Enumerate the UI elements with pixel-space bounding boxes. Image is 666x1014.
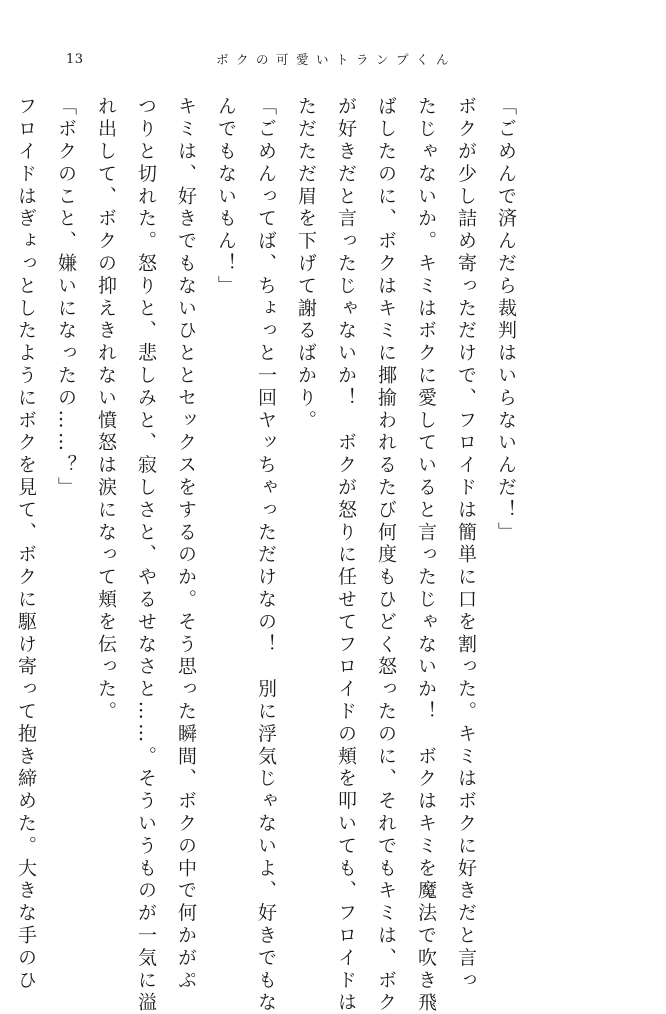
text-line: ボクが少し詰め寄っただけで、フロイドは簡単に口を割った。キミはボクに好きだと言っ [455, 96, 477, 992]
text-line: ただただ眉を下げて謝るばかり。 [295, 96, 317, 432]
text-line: ばしたのに、ボクはキミに揶揄われるたび何度もひどく怒ったのに、それでもキミは、ボク [375, 96, 397, 1014]
text-line: 「ボクのこと、嫌いになったの……？」 [55, 96, 77, 500]
text-line: 「ごめんで済んだら裁判はいらないんだ！」 [495, 96, 517, 544]
text-line: が好きだと言ったじゃないか！ ボクが怒りに任せてフロイドの頬を叩いても、フロイドは [335, 96, 357, 1014]
text-line: フロイドはぎょっとしたようにボクを見て、ボクに駆け寄って抱き締めた。大きな手のひ [15, 96, 37, 992]
text-line: たじゃないか。キミはボクに愛していると言ったじゃないか！ ボクはキミを魔法で吹き飛 [415, 96, 437, 1014]
text-line: キミは、好きでもないひととセックスをするのか。そう思った瞬間、ボクの中で何かがぷ [175, 96, 197, 992]
text-line: つりと切れた。怒りと、悲しみと、寂しさと、やるせなさと……。そういうものが一気に溢 [135, 96, 157, 1014]
text-line: れ出して、ボクの抑えきれない憤怒は涙になって頬を伝った。 [95, 96, 117, 724]
text-line: 「ごめんってば、ちょっと一回ヤッちゃっただけなの！ 別に浮気じゃないよ、好きでもな [255, 96, 277, 1014]
text-line: んでもないもん！」 [215, 96, 237, 298]
page-number: 13 [66, 52, 84, 67]
running-title: ボクの可愛いトランプくん [216, 52, 457, 67]
body-text [0, 96, 526, 1014]
